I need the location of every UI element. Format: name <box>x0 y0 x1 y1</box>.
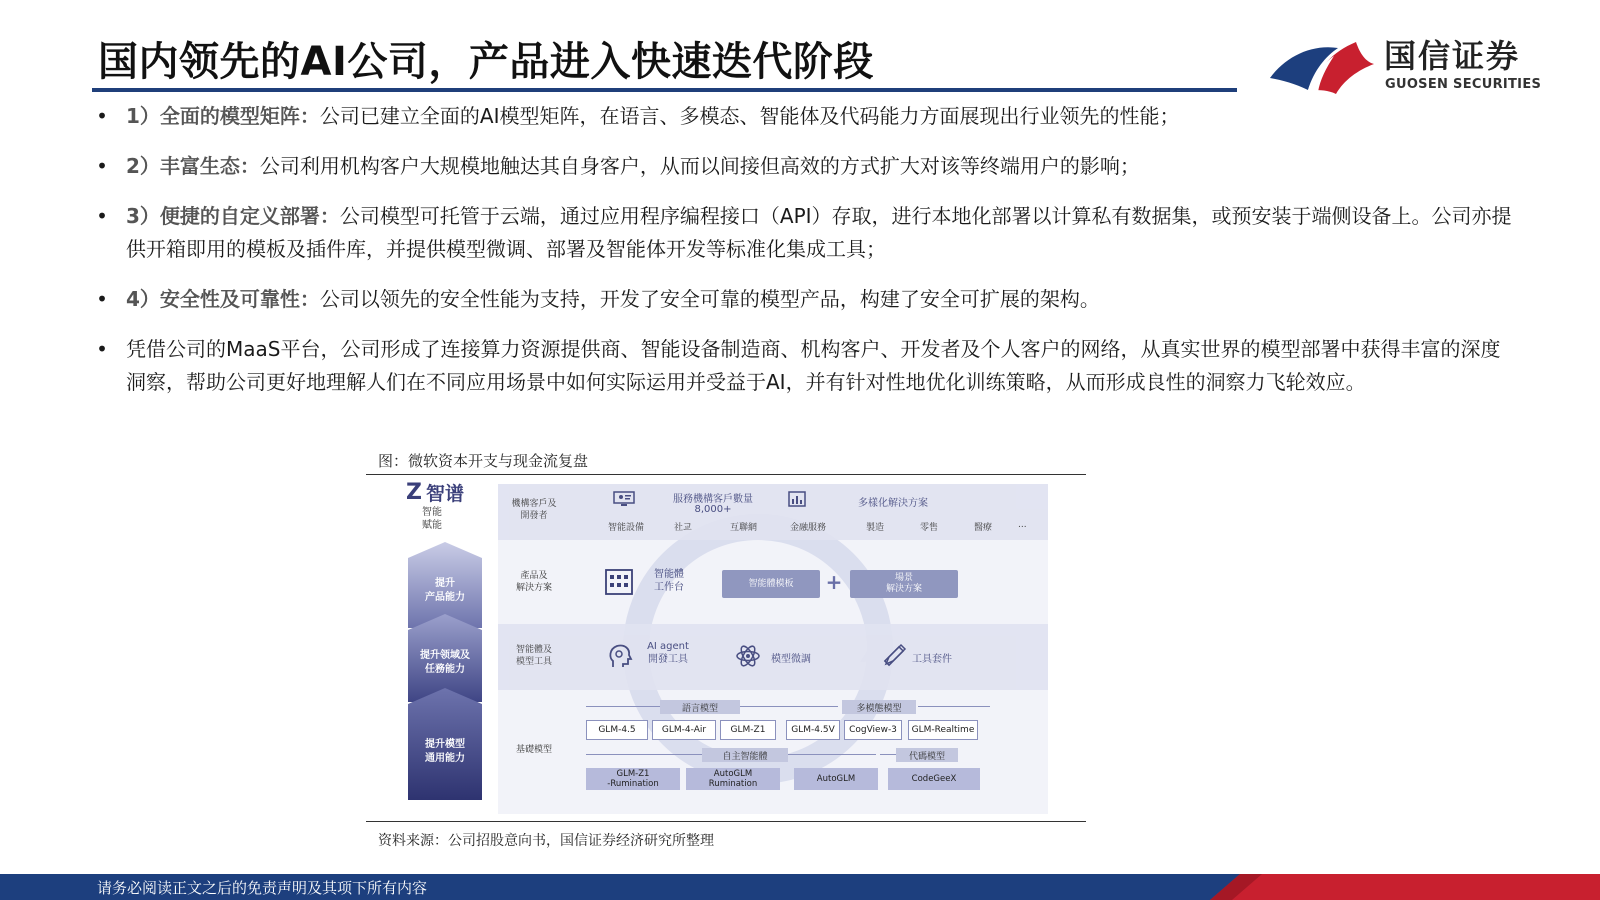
empower-label: 智能 赋能 <box>422 507 442 531</box>
model-glm-realtime: GLM-Realtime <box>908 720 978 740</box>
template-pill: 智能體模板 <box>722 570 820 598</box>
divider-line <box>918 706 990 707</box>
sector-item: 製造 <box>866 523 885 533</box>
plus-sign: + <box>825 570 843 594</box>
bullet-text: 公司已建立全面的AI模型矩阵，在语言、多模态、智能体及代码能力方面展现出行业领先的性能； <box>319 104 1180 128</box>
language-models-header: 語言模型 <box>660 700 740 714</box>
zhipu-flywheel-figure <box>402 480 1052 815</box>
model-autoglm-rumination: AutoGLM Rumination <box>686 768 780 790</box>
bullet-text: 公司以领先的安全性能为支持，开发了安全可靠的模型产品，构建了安全可扩展的架构。 <box>319 287 1100 311</box>
model-codegeex: CodeGeeX <box>888 768 980 790</box>
model-glm-z1: GLM-Z1 <box>720 720 776 740</box>
bullet-dot: • <box>96 104 108 128</box>
bullet-text: 公司模型可托管于云端，通过应用程序编程接口（API）存取，进行本地化部署以计算私有数据集，或预安装于端侧设备上。公司亦提供开箱即用的模板及插件库，并提供模型微调、部署及智能体开发等标准化集成工具； <box>126 204 1512 261</box>
bullet-text: 公司利用机构客户大规模地触达其自身客户，从而以间接但高效的方式扩大对该等终端用户的影响； <box>259 154 1140 178</box>
row-products-label: 產品及 解決方案 <box>515 571 552 593</box>
atom-icon <box>734 642 762 670</box>
row-agent-tools-label: 智能體及 模型工具 <box>515 645 552 667</box>
divider-line <box>586 706 660 707</box>
divider-line <box>880 754 896 755</box>
multi-solutions-title: 多樣化解決方案 <box>858 498 928 509</box>
ruler-pencil-icon <box>880 642 908 670</box>
row-agent-tools <box>498 624 1048 690</box>
page-title: 国内领先的AI公司，产品进入快速迭代阶段 <box>98 39 874 85</box>
stack-product-capability: 提升 产品能力 <box>425 578 465 603</box>
code-models-header: 代碼模型 <box>896 748 958 762</box>
zhipu-logo <box>406 480 502 504</box>
sector-item: 智能設備 <box>608 523 645 533</box>
bullet-item <box>96 200 1516 266</box>
bullet-lead: 2）丰富生态： <box>126 154 260 178</box>
model-glm-4-air: GLM-4-Air <box>652 720 716 740</box>
finetune-label: 模型微調 <box>771 654 811 665</box>
bullet-dot: • <box>96 287 108 311</box>
autonomous-agents-header: 自主智能體 <box>702 748 788 762</box>
divider-line <box>788 754 876 755</box>
ecosystem-panel <box>498 484 1048 814</box>
row-products <box>498 548 1048 616</box>
model-cogview-3: CogView-3 <box>844 720 902 740</box>
sector-item: 醫療 <box>974 523 993 533</box>
logo-name-cn: 国信证券 <box>1384 37 1521 75</box>
sector-item: 互聯網 <box>730 523 758 533</box>
bullet-item <box>96 283 1516 316</box>
sector-item: ... <box>1018 520 1027 530</box>
scenario-pill: 場景 解決方案 <box>850 570 958 598</box>
bullet-lead: 4）安全性及可靠性： <box>126 287 320 311</box>
figure-caption: 图：微软资本开支与现金流复盘 <box>378 452 589 470</box>
bullet-dot: • <box>96 204 108 228</box>
row-foundation-label: 基礎模型 <box>515 745 552 755</box>
bullet-lead: 3）便捷的自定义部署： <box>126 204 340 228</box>
sector-item: 零售 <box>920 523 939 533</box>
workbench-grid-icon <box>604 568 634 596</box>
stack-domain-capability: 提升领域及 任務能力 <box>420 650 470 675</box>
monitor-icon <box>612 490 636 508</box>
bullet-lead: 1）全面的模型矩阵： <box>126 104 320 128</box>
footer-red-accent-icon <box>1210 874 1600 900</box>
guosen-logo <box>1268 34 1548 96</box>
divider-line <box>740 706 838 707</box>
agent-tools-label: AI agent 開發工具 <box>647 641 689 665</box>
bullet-list <box>96 100 1516 416</box>
row-customers <box>498 484 1048 540</box>
model-autoglm: AutoGLM <box>794 768 878 790</box>
model-glm-4-5: GLM-4.5 <box>586 720 648 740</box>
chart-icon <box>786 490 808 508</box>
model-glm-z1-rumination: GLM-Z1 -Rumination <box>586 768 680 790</box>
bullet-item <box>96 333 1516 399</box>
row-customers-label: 機構客戶及 開發者 <box>511 499 557 521</box>
footer-disclaimer: 请务必阅读正文之后的免责声明及其项下所有内容 <box>97 879 428 897</box>
capability-stack <box>408 542 482 800</box>
sector-item: 金融服務 <box>790 523 827 533</box>
row-foundation-models <box>498 698 1048 814</box>
figure-source: 资料来源：公司招股意向书，国信证券经济研究所整理 <box>378 833 714 849</box>
zhipu-brand: 智谱 <box>425 482 464 505</box>
multimodal-models-header: 多模態模型 <box>842 700 916 714</box>
bullet-text: 凭借公司的MaaS平台，公司形成了连接算力资源提供商、智能设备制造商、机构客户、开发者及个人客户的网络，从真实世界的模型部署中获得丰富的深度洞察，帮助公司更好地理解人们在不同应用场景中如何实际运用并受益于AI，并有针对性地优化训练策略，从而形成良性的洞察力飞轮效应。 <box>126 337 1501 394</box>
guosen-logo-mark-icon <box>1268 34 1376 96</box>
title-underline <box>92 88 1237 92</box>
bullet-dot: • <box>96 154 108 178</box>
model-glm-4-5v: GLM-4.5V <box>786 720 840 740</box>
divider-line <box>586 754 702 755</box>
zhipu-z-icon: Z <box>406 479 422 505</box>
service-title: 服務機構客戶數量 <box>673 494 753 505</box>
sector-item: 社교 <box>674 523 692 533</box>
stack-general-capability: 提升模型 通用能力 <box>425 739 465 764</box>
bullet-item <box>96 150 1516 183</box>
toolkit-label: 工具套件 <box>912 654 952 665</box>
logo-name-en: GUOSEN SECURITIES <box>1385 77 1542 92</box>
head-gear-icon <box>606 642 634 670</box>
figure-bottom-rule <box>366 821 1086 822</box>
figure-top-rule <box>366 474 1086 475</box>
service-count: 8,000+ <box>694 504 732 515</box>
workbench-label: 智能體 工作台 <box>654 569 684 593</box>
bullet-item <box>96 100 1516 133</box>
bullet-dot: • <box>96 337 108 361</box>
